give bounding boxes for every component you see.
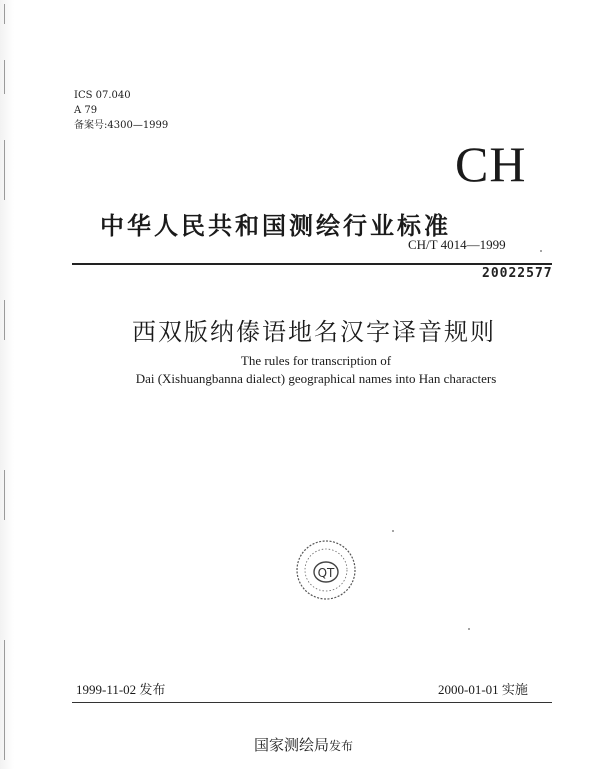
seal-text: QT (317, 566, 335, 580)
industry-standard-title: 中华人民共和国测绘行业标准 (100, 211, 451, 240)
scan-mark (4, 4, 5, 24)
stamp-number: 20022577 (482, 266, 553, 281)
scan-mark (4, 60, 5, 94)
ics-code: ICS 07.040 (74, 90, 131, 101)
scan-speck (392, 530, 394, 532)
footer-rule (72, 702, 552, 703)
publisher-suffix: 发布 (329, 739, 354, 753)
scan-speck (468, 628, 470, 630)
effective-date: 2000-01-01 实施 (438, 682, 528, 697)
publisher-name: 国家测绘局 (254, 736, 330, 754)
document-title: 西双版纳傣语地名汉字译音规则 (132, 318, 496, 346)
standard-number: CH/T 4014—1999 (408, 237, 506, 252)
scan-mark (4, 470, 5, 520)
record-number: 备案号:4300—1999 (74, 120, 169, 131)
english-title-line-2: Dai (Xishuangbanna dialect) geographical names into Han characters (135, 371, 497, 386)
scan-mark (4, 140, 5, 200)
ccs-code: A 79 (74, 105, 98, 116)
header-rule (72, 263, 552, 265)
certification-seal (294, 538, 358, 602)
scan-speck (540, 250, 542, 252)
publisher-line (254, 734, 353, 755)
classification-block (74, 88, 168, 133)
scan-mark (4, 640, 5, 760)
english-title-line-1: The rules for transcription of (240, 353, 392, 368)
issue-date: 1999-11-02 发布 (76, 682, 166, 697)
category-code: CH (455, 136, 527, 192)
